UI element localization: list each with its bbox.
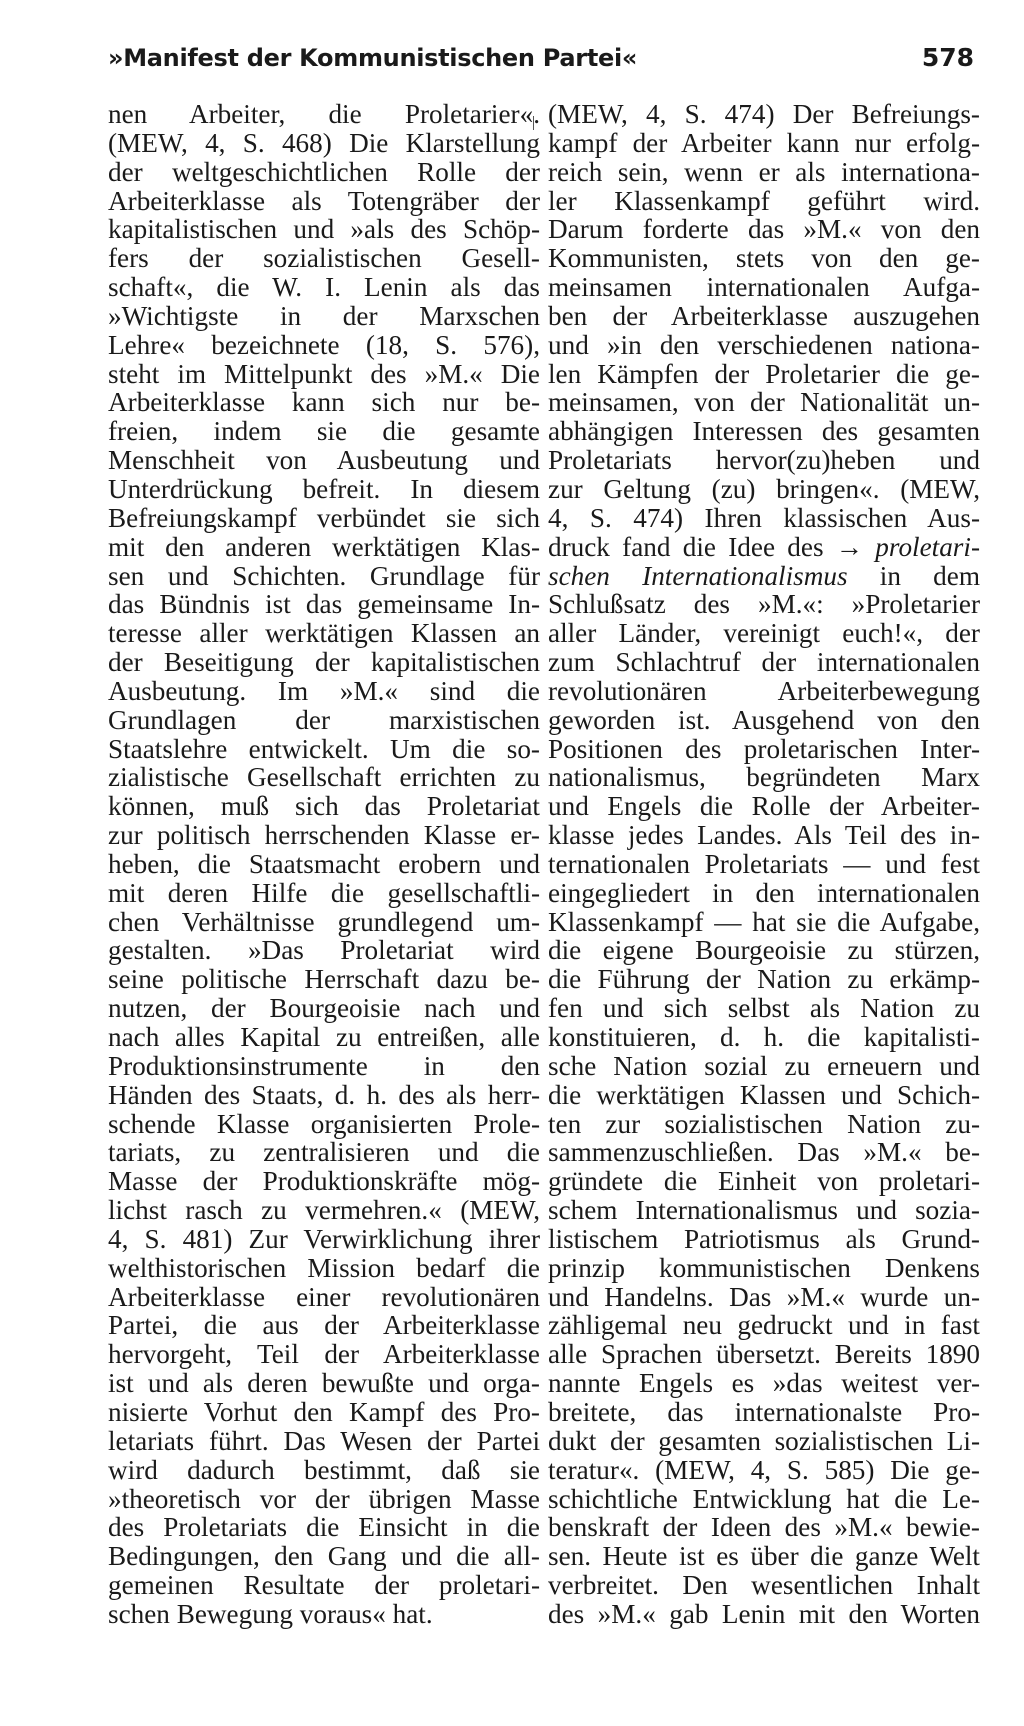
text-line: schichtliche Entwicklung hat die Le- [548,1483,980,1514]
line-text: druck fand die Idee des → [548,531,876,562]
text-line: zur politisch herrschenden Klasse er- [108,820,540,851]
text-line: Händen des Staats, d. h. des als herr- [108,1079,540,1110]
text-line: schem Internationalismus und sozia- [548,1195,980,1226]
text-line: Partei, die aus der Arbeiterklasse [108,1310,540,1341]
text-line: zialistische Gesellschaft errichten zu [108,762,540,793]
text-line: die werktätigen Klassen und Schich- [548,1079,980,1110]
text-line: das Bündnis ist das gemeinsame In- [108,589,540,620]
page-number: 578 [921,43,974,72]
text-line: konstituieren, d. h. die kapitalisti- [548,1022,980,1052]
text-line: Grundlagen der marxistischen [108,704,540,735]
text-line: len Kämpfen der Proletarier die ge- [548,358,980,389]
text-line: Staatslehre entwickelt. Um die so- [108,733,540,764]
running-header [108,38,974,78]
text-line: Bedingungen, den Gang und die all- [108,1541,540,1572]
text-line: Positionen des proletarischen Inter- [548,733,980,764]
text-line: sen. Heute ist es über die ganze Welt [548,1541,980,1572]
text-line: kapitalistischen und »als des Schöp- [108,214,540,245]
text-line: dukt der gesamten sozialistischen Li- [548,1425,980,1456]
text-line: (MEW, 4, S. 474) Der Befreiungs- [548,99,980,129]
text-line: verbreitet. Den wesentlichen Inhalt [548,1570,980,1601]
text-line: Befreiungskampf verbündet sie sich [108,502,540,533]
text-line: zum Schlachtruf der internationalen [548,647,980,678]
text-line: meinsamen, von der Nationalität un- [548,387,980,418]
text-line: prinzip kommunistischen Denkens [548,1252,980,1283]
text-line: die eigene Bourgeoisie zu stürzen, [548,935,980,966]
text-line: Unterdrückung befreit. In diesem [108,473,540,504]
text-line: Proletariats hervor(zu)heben und [548,445,980,476]
text-line: tariats, zu zentralisieren und die [108,1137,540,1168]
text-line: alle Sprachen übersetzt. Bereits 1890 [548,1339,980,1370]
text-line: nisierte Vorhut den Kampf des Pro- [108,1396,540,1427]
text-line: geworden ist. Ausgehend von den [548,704,980,735]
text-line: eingegliedert in den internationalen [548,877,980,908]
text-line: Klassenkampf — hat sie die Aufgabe, [548,906,980,937]
text-line-with-reference [548,533,980,562]
text-line: gründete die Einheit von proletari- [548,1166,980,1197]
text-line: sche Nation sozial zu erneuern und [548,1050,980,1081]
text-line: zähligemal neu gedruckt und in fast [548,1310,980,1341]
text-line: kampf der Arbeiter kann nur erfolg- [548,127,980,158]
text-line: gestalten. »Das Proletariat wird [108,935,540,966]
text-line: schende Klasse organisierten Prole- [108,1108,540,1139]
text-line: und Handelns. Das »M.« wurde un- [548,1281,980,1312]
page-header-title: »Manifest der Kommunistischen Partei« [108,44,638,72]
text-line: benskraft der Ideen des »M.« bewie- [548,1512,980,1543]
text-line: des Proletariats die Einsicht in die [108,1512,540,1543]
text-line: Arbeiterklasse als Totengräber der [108,185,540,216]
text-line: chen Verhältnisse grundlegend um- [108,906,540,937]
text-line: Ausbeutung. Im »M.« sind die [108,675,540,706]
text-line: hervorgeht, Teil der Arbeiterklasse [108,1339,540,1370]
text-line: fers der sozialistischen Gesell- [108,243,540,274]
text-line: (MEW, 4, S. 468) Die Klarstellung [108,127,540,158]
text-line: sammenzuschließen. Das »M.« be- [548,1137,980,1168]
text-line: Arbeiterklasse einer revolutionären [108,1281,540,1312]
text-line: schaft«, die W. I. Lenin als das [108,272,540,303]
text-line: revolutionären Arbeiterbewegung [548,675,980,706]
text-line: der Beseitigung der kapitalistischen [108,647,540,678]
text-line: gemeinen Resultate der proletari- [108,1570,540,1601]
text-line: reich sein, wenn er als internationa- [548,156,980,187]
text-line: freien, indem sie die gesamte [108,416,540,447]
text-line: Lehre« bezeichnete (18, S. 576), [108,329,540,360]
text-line: ler Klassenkampf geführt wird. [548,185,980,216]
text-line: klasse jedes Landes. Als Teil des in- [548,820,980,851]
text-line: können, muß sich das Proletariat [108,791,540,822]
line-text: in dem [847,560,980,591]
text-line: Masse der Produktionskräfte mög- [108,1166,540,1197]
text-line-with-reference [548,562,980,591]
text-line: des »M.« gab Lenin mit den Worten [548,1598,980,1629]
text-line: seine politische Herrschaft dazu be- [108,964,540,995]
text-line: Menschheit von Ausbeutung und [108,445,540,476]
text-line: die Führung der Nation zu erkämp- [548,964,980,995]
text-line: »theoretisch vor der übrigen Masse [108,1483,540,1514]
text-line: wird dadurch bestimmt, daß sie [108,1454,540,1485]
cross-reference-link[interactable]: proletari- [875,531,980,562]
text-line: meinsamen internationalen Aufga- [548,272,980,303]
text-line: ben der Arbeiterklasse auszugehen [548,300,980,331]
text-line: mit deren Hilfe die gesellschaftli- [108,877,540,908]
cross-reference-link[interactable]: schen Internationalismus [548,560,848,591]
right-column [548,100,980,1629]
text-line: Produktionsinstrumente in den [108,1050,540,1081]
text-line: nen Arbeiter, die Proletarier«. [108,99,540,129]
text-line: Darum forderte das »M.« von den [548,214,980,245]
text-line: breitete, das internationalste Pro- [548,1396,980,1427]
text-line: und Engels die Rolle der Arbeiter- [548,791,980,822]
text-line: listischem Patriotismus als Grund- [548,1223,980,1254]
text-line: Kommunisten, stets von den ge- [548,243,980,274]
text-line: letariats führt. Das Wesen der Partei [108,1425,540,1456]
text-line: abhängigen Interessen des gesamten [548,416,980,447]
left-column [108,100,540,1629]
text-line: ten zur sozialistischen Nation zu- [548,1108,980,1139]
text-line: welthistorischen Mission bedarf die [108,1252,540,1283]
text-line: teratur«. (MEW, 4, S. 585) Die ge- [548,1454,980,1485]
text-line: heben, die Staatsmacht erobern und [108,848,540,879]
text-line: ist und als deren bewußte und orga- [108,1368,540,1399]
text-line: und »in den verschiedenen nationa- [548,329,980,360]
text-line: nannte Engels es »das weitest ver- [548,1368,980,1399]
text-line: fen und sich selbst als Nation zu [548,993,980,1024]
text-line: nationalismus, begründeten Marx [548,762,980,793]
text-line: steht im Mittelpunkt des »M.« Die [108,358,540,389]
text-line: nach alles Kapital zu entreißen, alle [108,1022,540,1052]
text-line: lichst rasch zu vermehren.« (MEW, [108,1195,540,1226]
text-line: der weltgeschichtlichen Rolle der [108,156,540,187]
text-line: nutzen, der Bourgeoisie nach und [108,993,540,1024]
text-line: sen und Schichten. Grundlage für [108,560,540,591]
text-line: teresse aller werktätigen Klassen an [108,618,540,649]
text-line: »Wichtigste in der Marxschen [108,300,540,331]
text-line: Schlußsatz des »M.«: »Proletarier [548,589,980,620]
text-line: schen Bewegung voraus« hat. [108,1598,433,1629]
text-line: mit den anderen werktätigen Klas- [108,531,540,562]
text-line: aller Länder, vereinigt euch!«, der [548,618,980,649]
text-line: 4, S. 481) Zur Verwirklichung ihrer [108,1223,540,1254]
text-line: 4, S. 474) Ihren klassischen Aus- [548,502,980,533]
text-line: ternationalen Proletariats — und fest [548,848,980,879]
text-line: zur Geltung (zu) bringen«. (MEW, [548,473,980,504]
text-line: Arbeiterklasse kann sich nur be- [108,387,540,418]
